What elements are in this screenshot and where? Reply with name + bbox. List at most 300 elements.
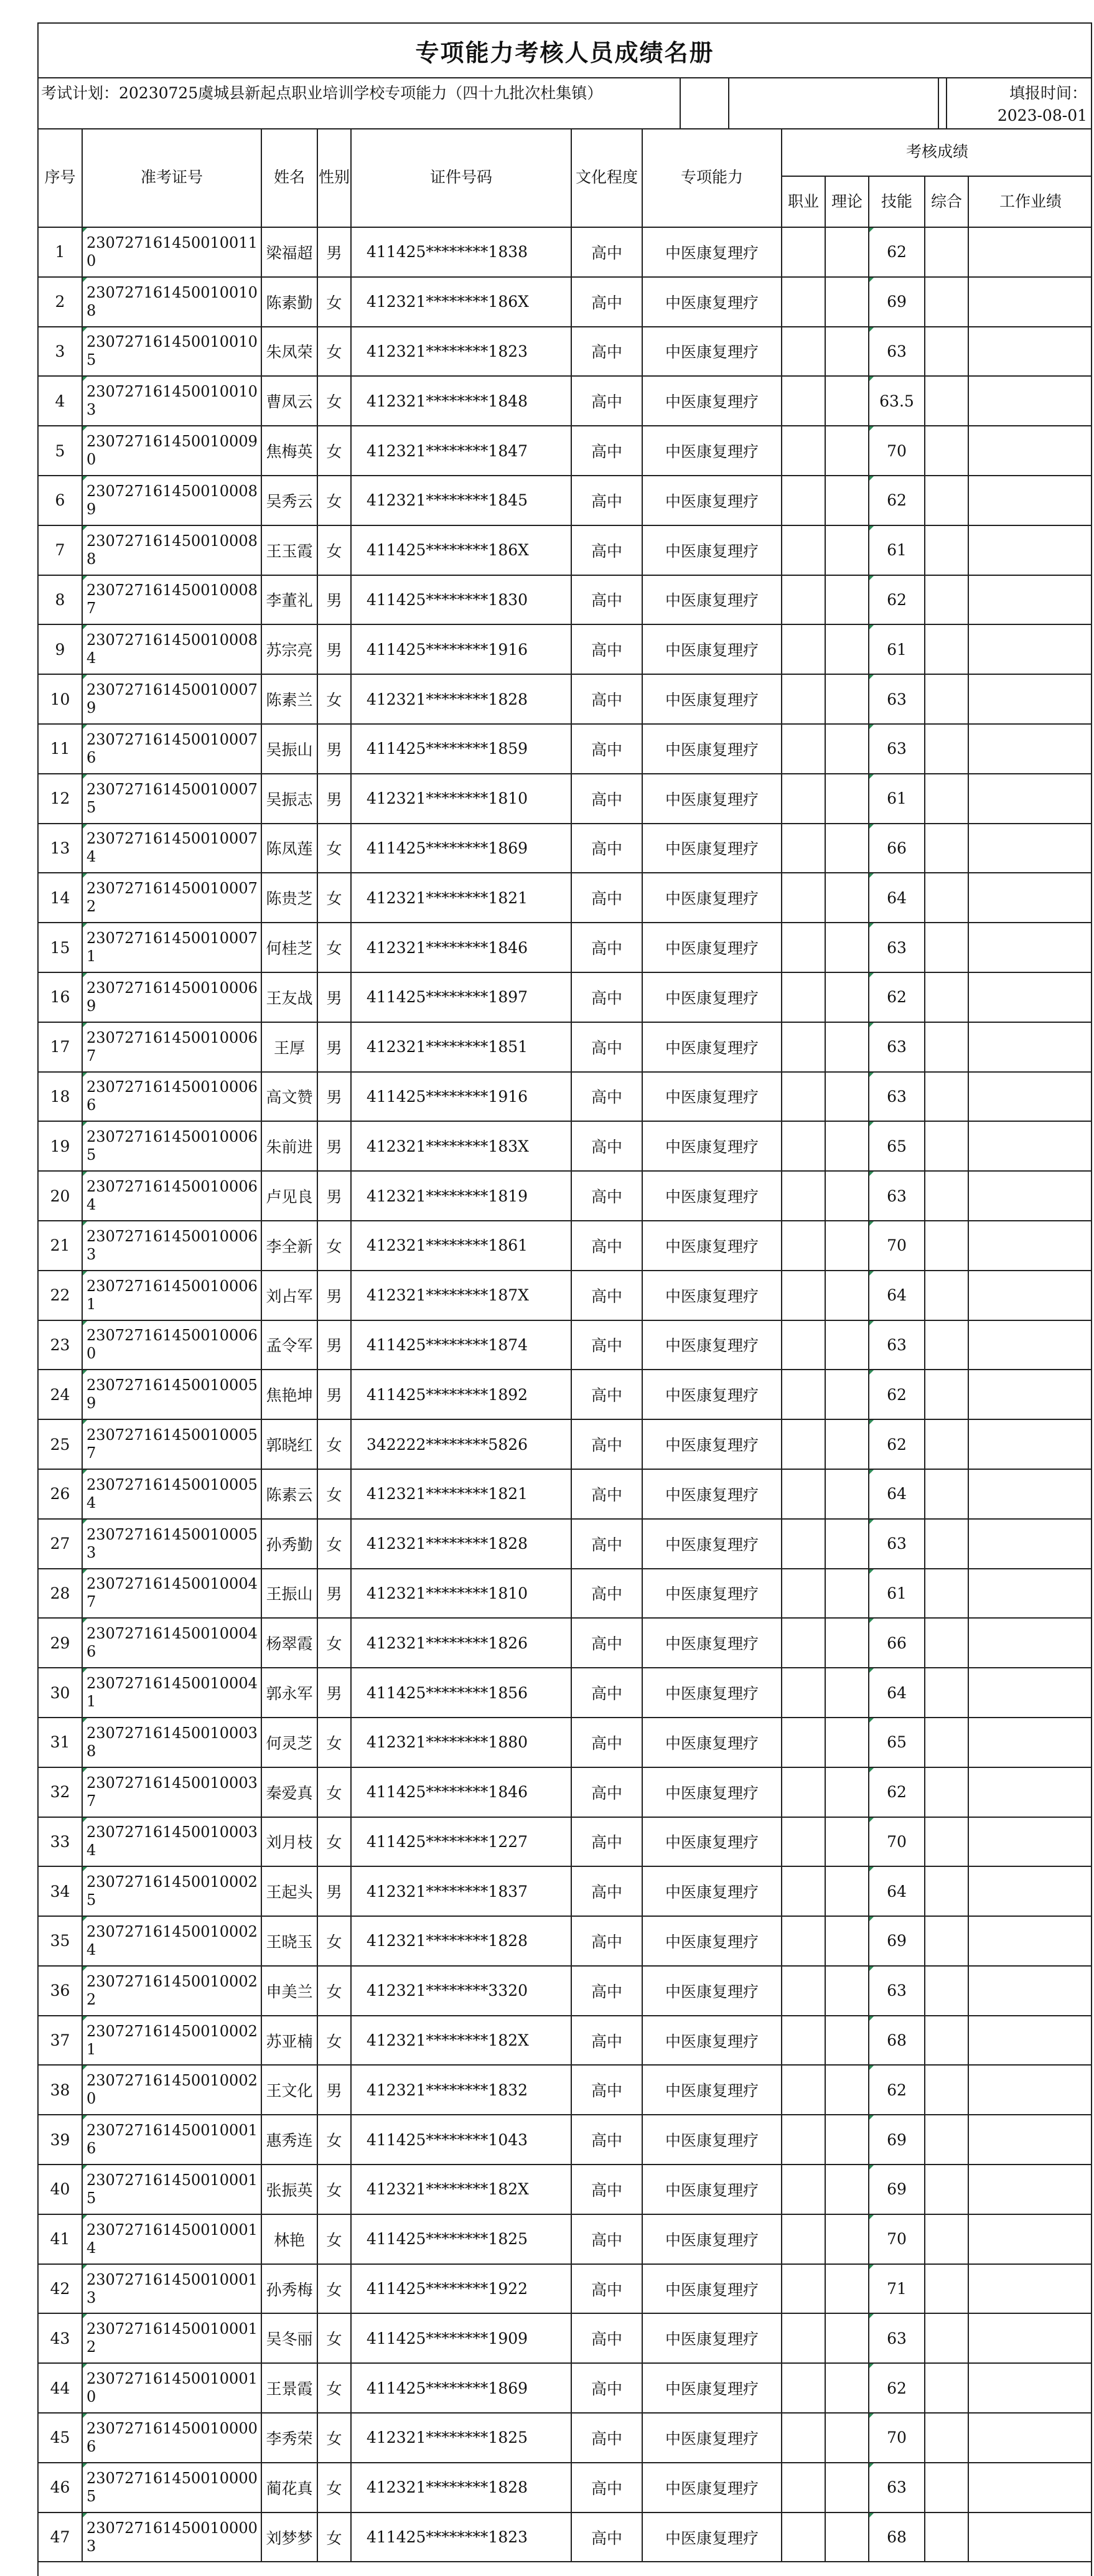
cell-skill: 中医康复理疗 xyxy=(642,1370,782,1419)
cell-gender: 女 xyxy=(317,2165,351,2214)
table-row xyxy=(39,2165,1092,2214)
table-row xyxy=(39,575,1092,625)
cell-work xyxy=(968,2463,1092,2513)
cell-skill: 中医康复理疗 xyxy=(642,923,782,972)
table-row xyxy=(39,2363,1092,2413)
cell-id: 412321********1828 xyxy=(351,2463,571,2513)
cell-seq: 12 xyxy=(39,774,82,824)
cell-gender: 女 xyxy=(317,873,351,923)
cell-gender: 女 xyxy=(317,923,351,972)
cell-skill: 中医康复理疗 xyxy=(642,1718,782,1767)
header-id: 证件号码 xyxy=(351,128,571,227)
cell-id: 412321********1828 xyxy=(351,1519,571,1569)
cell-overall xyxy=(925,1370,968,1419)
cell-tech: 64 xyxy=(869,1866,925,1916)
header-ticket: 准考证号 xyxy=(82,128,261,227)
cell-education: 高中 xyxy=(571,2463,642,2513)
cell-ticket: 2307271614500100034 xyxy=(82,1817,261,1867)
cell-vocation xyxy=(782,1767,825,1817)
cell-education: 高中 xyxy=(571,1271,642,1320)
cell-work xyxy=(968,972,1092,1022)
table-row xyxy=(39,1121,1092,1171)
cell-theory xyxy=(825,923,869,972)
cell-id: 411425********1909 xyxy=(351,2313,571,2363)
header-name: 姓名 xyxy=(261,128,317,227)
cell-skill: 中医康复理疗 xyxy=(642,2413,782,2463)
cell-tech: 61 xyxy=(869,774,925,824)
cell-id: 411425********1043 xyxy=(351,2115,571,2165)
cell-theory xyxy=(825,624,869,674)
cell-skill: 中医康复理疗 xyxy=(642,824,782,873)
cell-ticket: 2307271614500100108 xyxy=(82,277,261,327)
cell-ticket: 2307271614500100015 xyxy=(82,2165,261,2214)
cell-name: 朱前进 xyxy=(261,1121,317,1171)
cell-work xyxy=(968,1966,1092,2016)
cell-gender: 女 xyxy=(317,824,351,873)
cell-theory xyxy=(825,426,869,476)
cell-id: 411425********1838 xyxy=(351,227,571,277)
cell-ticket: 2307271614500100079 xyxy=(82,674,261,724)
cell-gender: 女 xyxy=(317,376,351,426)
cell-id: 412321********1880 xyxy=(351,1718,571,1767)
cell-work xyxy=(968,1171,1092,1221)
cell-education: 高中 xyxy=(571,227,642,277)
cell-education: 高中 xyxy=(571,376,642,426)
table-row xyxy=(39,1618,1092,1668)
header-vocation: 职业 xyxy=(782,176,825,227)
cell-id: 411425********1922 xyxy=(351,2264,571,2314)
cell-work xyxy=(968,2264,1092,2314)
cell-ticket: 2307271614500100071 xyxy=(82,923,261,972)
cell-overall xyxy=(925,2165,968,2214)
fill-date-block xyxy=(998,82,1087,127)
cell-vocation xyxy=(782,227,825,277)
table-row xyxy=(39,724,1092,774)
divider xyxy=(946,77,947,128)
cell-education: 高中 xyxy=(571,824,642,873)
cell-work xyxy=(968,2065,1092,2115)
cell-vocation xyxy=(782,575,825,625)
cell-seq: 1 xyxy=(39,227,82,277)
cell-id: 412321********1828 xyxy=(351,674,571,724)
cell-vocation xyxy=(782,426,825,476)
cell-work xyxy=(968,824,1092,873)
cell-ticket: 2307271614500100037 xyxy=(82,1767,261,1817)
cell-gender: 女 xyxy=(317,277,351,327)
cell-name: 何灵芝 xyxy=(261,1718,317,1767)
cell-education: 高中 xyxy=(571,2264,642,2314)
cell-tech: 70 xyxy=(869,1221,925,1271)
cell-tech: 63 xyxy=(869,327,925,377)
cell-ticket: 2307271614500100105 xyxy=(82,327,261,377)
cell-gender: 男 xyxy=(317,1072,351,1122)
cell-work xyxy=(968,2165,1092,2214)
cell-name: 刘月枝 xyxy=(261,1817,317,1867)
cell-overall xyxy=(925,2363,968,2413)
cell-theory xyxy=(825,525,869,575)
cell-education: 高中 xyxy=(571,1916,642,1966)
cell-seq: 43 xyxy=(39,2313,82,2363)
cell-tech: 66 xyxy=(869,824,925,873)
cell-theory xyxy=(825,2313,869,2363)
cell-overall xyxy=(925,1320,968,1370)
cell-theory xyxy=(825,476,869,525)
cell-theory xyxy=(825,1271,869,1320)
cell-vocation xyxy=(782,1419,825,1469)
cell-skill: 中医康复理疗 xyxy=(642,1072,782,1122)
cell-overall xyxy=(925,1221,968,1271)
table-row xyxy=(39,2115,1092,2165)
table-row xyxy=(39,1966,1092,2016)
divider xyxy=(680,77,681,128)
cell-seq: 41 xyxy=(39,2214,82,2264)
divider xyxy=(938,77,939,128)
cell-theory xyxy=(825,1072,869,1122)
cell-name: 李全新 xyxy=(261,1221,317,1271)
cell-theory xyxy=(825,1916,869,1966)
cell-gender: 女 xyxy=(317,1916,351,1966)
cell-id: 412321********1826 xyxy=(351,1618,571,1668)
cell-education: 高中 xyxy=(571,1370,642,1419)
cell-seq: 3 xyxy=(39,327,82,377)
cell-theory xyxy=(825,227,869,277)
cell-seq: 8 xyxy=(39,575,82,625)
cell-id: 412321********183X xyxy=(351,1121,571,1171)
cell-vocation xyxy=(782,2115,825,2165)
cell-vocation xyxy=(782,1569,825,1619)
cell-skill: 中医康复理疗 xyxy=(642,724,782,774)
cell-name: 林艳 xyxy=(261,2214,317,2264)
cell-overall xyxy=(925,972,968,1022)
cell-work xyxy=(968,277,1092,327)
cell-vocation xyxy=(782,1519,825,1569)
cell-theory xyxy=(825,1519,869,1569)
cell-seq: 28 xyxy=(39,1569,82,1619)
cell-overall xyxy=(925,1718,968,1767)
cell-name: 王友战 xyxy=(261,972,317,1022)
cell-theory xyxy=(825,774,869,824)
cell-vocation xyxy=(782,2313,825,2363)
cell-overall xyxy=(925,674,968,724)
cell-name: 惠秀连 xyxy=(261,2115,317,2165)
cell-skill: 中医康复理疗 xyxy=(642,1271,782,1320)
cell-gender: 女 xyxy=(317,2313,351,2363)
cell-education: 高中 xyxy=(571,1866,642,1916)
cell-skill: 中医康复理疗 xyxy=(642,1767,782,1817)
cell-id: 412321********1810 xyxy=(351,774,571,824)
cell-vocation xyxy=(782,1072,825,1122)
cell-theory xyxy=(825,277,869,327)
table-row xyxy=(39,1171,1092,1221)
cell-tech: 62 xyxy=(869,476,925,525)
cell-id: 412321********1851 xyxy=(351,1022,571,1072)
cell-vocation xyxy=(782,2463,825,2513)
cell-theory xyxy=(825,724,869,774)
cell-seq: 4 xyxy=(39,376,82,426)
cell-education: 高中 xyxy=(571,774,642,824)
cell-vocation xyxy=(782,724,825,774)
cell-name: 王厚 xyxy=(261,1022,317,1072)
cell-name: 陈素云 xyxy=(261,1469,317,1519)
cell-vocation xyxy=(782,1171,825,1221)
cell-seq: 39 xyxy=(39,2115,82,2165)
cell-gender: 女 xyxy=(317,476,351,525)
cell-skill: 中医康复理疗 xyxy=(642,2016,782,2066)
cell-vocation xyxy=(782,1668,825,1718)
cell-ticket: 2307271614500100038 xyxy=(82,1718,261,1767)
cell-theory xyxy=(825,2363,869,2413)
cell-theory xyxy=(825,2165,869,2214)
cell-ticket: 2307271614500100046 xyxy=(82,1618,261,1668)
cell-seq: 11 xyxy=(39,724,82,774)
cell-tech: 63 xyxy=(869,923,925,972)
cell-seq: 36 xyxy=(39,1966,82,2016)
cell-gender: 女 xyxy=(317,1618,351,1668)
cell-ticket: 2307271614500100063 xyxy=(82,1221,261,1271)
cell-education: 高中 xyxy=(571,1569,642,1619)
cell-gender: 女 xyxy=(317,327,351,377)
exam-plan: 考试计划：20230725虞城县新起点职业培训学校专项能力（四十九批次杜集镇） xyxy=(41,84,603,102)
cell-overall xyxy=(925,426,968,476)
cell-vocation xyxy=(782,2513,825,2562)
cell-seq: 35 xyxy=(39,1916,82,1966)
cell-theory xyxy=(825,1569,869,1619)
cell-name: 梁福超 xyxy=(261,227,317,277)
cell-ticket: 2307271614500100057 xyxy=(82,1419,261,1469)
table-row xyxy=(39,923,1092,972)
cell-seq: 13 xyxy=(39,824,82,873)
table-row xyxy=(39,674,1092,724)
cell-seq: 15 xyxy=(39,923,82,972)
cell-theory xyxy=(825,1171,869,1221)
cell-tech: 63 xyxy=(869,724,925,774)
cell-skill: 中医康复理疗 xyxy=(642,525,782,575)
cell-name: 王玉霞 xyxy=(261,525,317,575)
score-table xyxy=(39,128,1092,2562)
cell-seq: 40 xyxy=(39,2165,82,2214)
cell-vocation xyxy=(782,624,825,674)
cell-ticket: 2307271614500100069 xyxy=(82,972,261,1022)
cell-vocation xyxy=(782,1271,825,1320)
cell-skill: 中医康复理疗 xyxy=(642,327,782,377)
cell-theory xyxy=(825,2065,869,2115)
cell-name: 申美兰 xyxy=(261,1966,317,2016)
cell-skill: 中医康复理疗 xyxy=(642,2115,782,2165)
cell-skill: 中医康复理疗 xyxy=(642,1171,782,1221)
cell-vocation xyxy=(782,2016,825,2066)
cell-work xyxy=(968,774,1092,824)
cell-gender: 女 xyxy=(317,2016,351,2066)
cell-gender: 女 xyxy=(317,1469,351,1519)
cell-seq: 24 xyxy=(39,1370,82,1419)
cell-work xyxy=(968,1221,1092,1271)
cell-name: 杨翠霞 xyxy=(261,1618,317,1668)
cell-name: 陈凤莲 xyxy=(261,824,317,873)
cell-vocation xyxy=(782,1320,825,1370)
cell-seq: 34 xyxy=(39,1866,82,1916)
cell-education: 高中 xyxy=(571,1966,642,2016)
table-row xyxy=(39,1916,1092,1966)
cell-name: 李秀荣 xyxy=(261,2413,317,2463)
table-row xyxy=(39,525,1092,575)
cell-work xyxy=(968,1569,1092,1619)
cell-overall xyxy=(925,1072,968,1122)
table-row xyxy=(39,277,1092,327)
cell-gender: 男 xyxy=(317,724,351,774)
cell-gender: 女 xyxy=(317,2264,351,2314)
table-row xyxy=(39,327,1092,377)
cell-seq: 46 xyxy=(39,2463,82,2513)
cell-vocation xyxy=(782,277,825,327)
cell-vocation xyxy=(782,327,825,377)
cell-tech: 61 xyxy=(869,624,925,674)
cell-work xyxy=(968,1866,1092,1916)
cell-name: 李董礼 xyxy=(261,575,317,625)
cell-tech: 63 xyxy=(869,2463,925,2513)
cell-vocation xyxy=(782,476,825,525)
cell-tech: 62 xyxy=(869,1767,925,1817)
cell-seq: 14 xyxy=(39,873,82,923)
cell-education: 高中 xyxy=(571,1767,642,1817)
cell-seq: 16 xyxy=(39,972,82,1022)
cell-work xyxy=(968,1121,1092,1171)
cell-name: 吴振志 xyxy=(261,774,317,824)
cell-gender: 男 xyxy=(317,624,351,674)
cell-ticket: 2307271614500100053 xyxy=(82,1519,261,1569)
table-row xyxy=(39,2016,1092,2066)
cell-id: 412321********1828 xyxy=(351,1916,571,1966)
cell-id: 412321********3320 xyxy=(351,1966,571,2016)
cell-gender: 女 xyxy=(317,2214,351,2264)
cell-overall xyxy=(925,1866,968,1916)
cell-ticket: 2307271614500100065 xyxy=(82,1121,261,1171)
cell-overall xyxy=(925,1668,968,1718)
cell-name: 曹凤云 xyxy=(261,376,317,426)
cell-seq: 19 xyxy=(39,1121,82,1171)
cell-tech: 63 xyxy=(869,1966,925,2016)
cell-ticket: 2307271614500100061 xyxy=(82,1271,261,1320)
header-scores: 考核成绩 xyxy=(782,128,1092,176)
cell-seq: 38 xyxy=(39,2065,82,2115)
cell-tech: 69 xyxy=(869,277,925,327)
cell-overall xyxy=(925,1569,968,1619)
cell-seq: 45 xyxy=(39,2413,82,2463)
cell-skill: 中医康复理疗 xyxy=(642,674,782,724)
header-tech: 技能 xyxy=(869,176,925,227)
cell-tech: 68 xyxy=(869,2016,925,2066)
cell-tech: 64 xyxy=(869,873,925,923)
table-row xyxy=(39,2214,1092,2264)
cell-vocation xyxy=(782,1866,825,1916)
cell-theory xyxy=(825,2264,869,2314)
cell-ticket: 2307271614500100110 xyxy=(82,227,261,277)
cell-theory xyxy=(825,575,869,625)
cell-id: 411425********1892 xyxy=(351,1370,571,1419)
cell-education: 高中 xyxy=(571,1618,642,1668)
cell-id: 411425********1823 xyxy=(351,2513,571,2562)
cell-overall xyxy=(925,824,968,873)
cell-name: 何桂芝 xyxy=(261,923,317,972)
cell-skill: 中医康复理疗 xyxy=(642,2363,782,2413)
cell-name: 王文化 xyxy=(261,2065,317,2115)
cell-overall xyxy=(925,724,968,774)
cell-education: 高中 xyxy=(571,1221,642,1271)
cell-overall xyxy=(925,2413,968,2463)
cell-education: 高中 xyxy=(571,2313,642,2363)
cell-vocation xyxy=(782,923,825,972)
cell-id: 411425********1874 xyxy=(351,1320,571,1370)
cell-skill: 中医康复理疗 xyxy=(642,1916,782,1966)
cell-theory xyxy=(825,2463,869,2513)
cell-tech: 63 xyxy=(869,1072,925,1122)
fill-date-value: 2023-08-01 xyxy=(997,106,1087,125)
cell-tech: 62 xyxy=(869,2363,925,2413)
cell-gender: 男 xyxy=(317,1320,351,1370)
cell-seq: 21 xyxy=(39,1221,82,1271)
cell-gender: 女 xyxy=(317,2115,351,2165)
cell-name: 陈素勤 xyxy=(261,277,317,327)
cell-name: 蔺花真 xyxy=(261,2463,317,2513)
cell-work xyxy=(968,2413,1092,2463)
cell-vocation xyxy=(782,2413,825,2463)
cell-vocation xyxy=(782,2165,825,2214)
table-row xyxy=(39,1419,1092,1469)
cell-name: 吴冬丽 xyxy=(261,2313,317,2363)
cell-seq: 22 xyxy=(39,1271,82,1320)
cell-overall xyxy=(925,1419,968,1469)
cell-skill: 中医康复理疗 xyxy=(642,426,782,476)
cell-education: 高中 xyxy=(571,1668,642,1718)
cell-id: 411425********1869 xyxy=(351,824,571,873)
cell-tech: 62 xyxy=(869,1419,925,1469)
cell-seq: 7 xyxy=(39,525,82,575)
table-row xyxy=(39,1221,1092,1271)
cell-overall xyxy=(925,923,968,972)
cell-skill: 中医康复理疗 xyxy=(642,476,782,525)
cell-vocation xyxy=(782,1121,825,1171)
cell-theory xyxy=(825,327,869,377)
cell-overall xyxy=(925,774,968,824)
cell-overall xyxy=(925,227,968,277)
cell-skill: 中医康复理疗 xyxy=(642,1569,782,1619)
cell-education: 高中 xyxy=(571,624,642,674)
cell-tech: 62 xyxy=(869,2065,925,2115)
cell-vocation xyxy=(782,824,825,873)
cell-name: 孟令军 xyxy=(261,1320,317,1370)
cell-work xyxy=(968,575,1092,625)
cell-name: 孙秀梅 xyxy=(261,2264,317,2314)
cell-tech: 65 xyxy=(869,1718,925,1767)
table-row xyxy=(39,873,1092,923)
cell-ticket: 2307271614500100013 xyxy=(82,2264,261,2314)
cell-education: 高中 xyxy=(571,1171,642,1221)
cell-ticket: 2307271614500100021 xyxy=(82,2016,261,2066)
cell-theory xyxy=(825,2016,869,2066)
cell-skill: 中医康复理疗 xyxy=(642,2313,782,2363)
cell-education: 高中 xyxy=(571,2513,642,2562)
cell-gender: 男 xyxy=(317,1569,351,1619)
cell-name: 秦爱真 xyxy=(261,1767,317,1817)
cell-seq: 27 xyxy=(39,1519,82,1569)
cell-tech: 62 xyxy=(869,575,925,625)
cell-id: 411425********1825 xyxy=(351,2214,571,2264)
cell-education: 高中 xyxy=(571,1121,642,1171)
cell-work xyxy=(968,1618,1092,1668)
cell-tech: 66 xyxy=(869,1618,925,1668)
cell-name: 焦梅英 xyxy=(261,426,317,476)
cell-theory xyxy=(825,2214,869,2264)
cell-overall xyxy=(925,2313,968,2363)
